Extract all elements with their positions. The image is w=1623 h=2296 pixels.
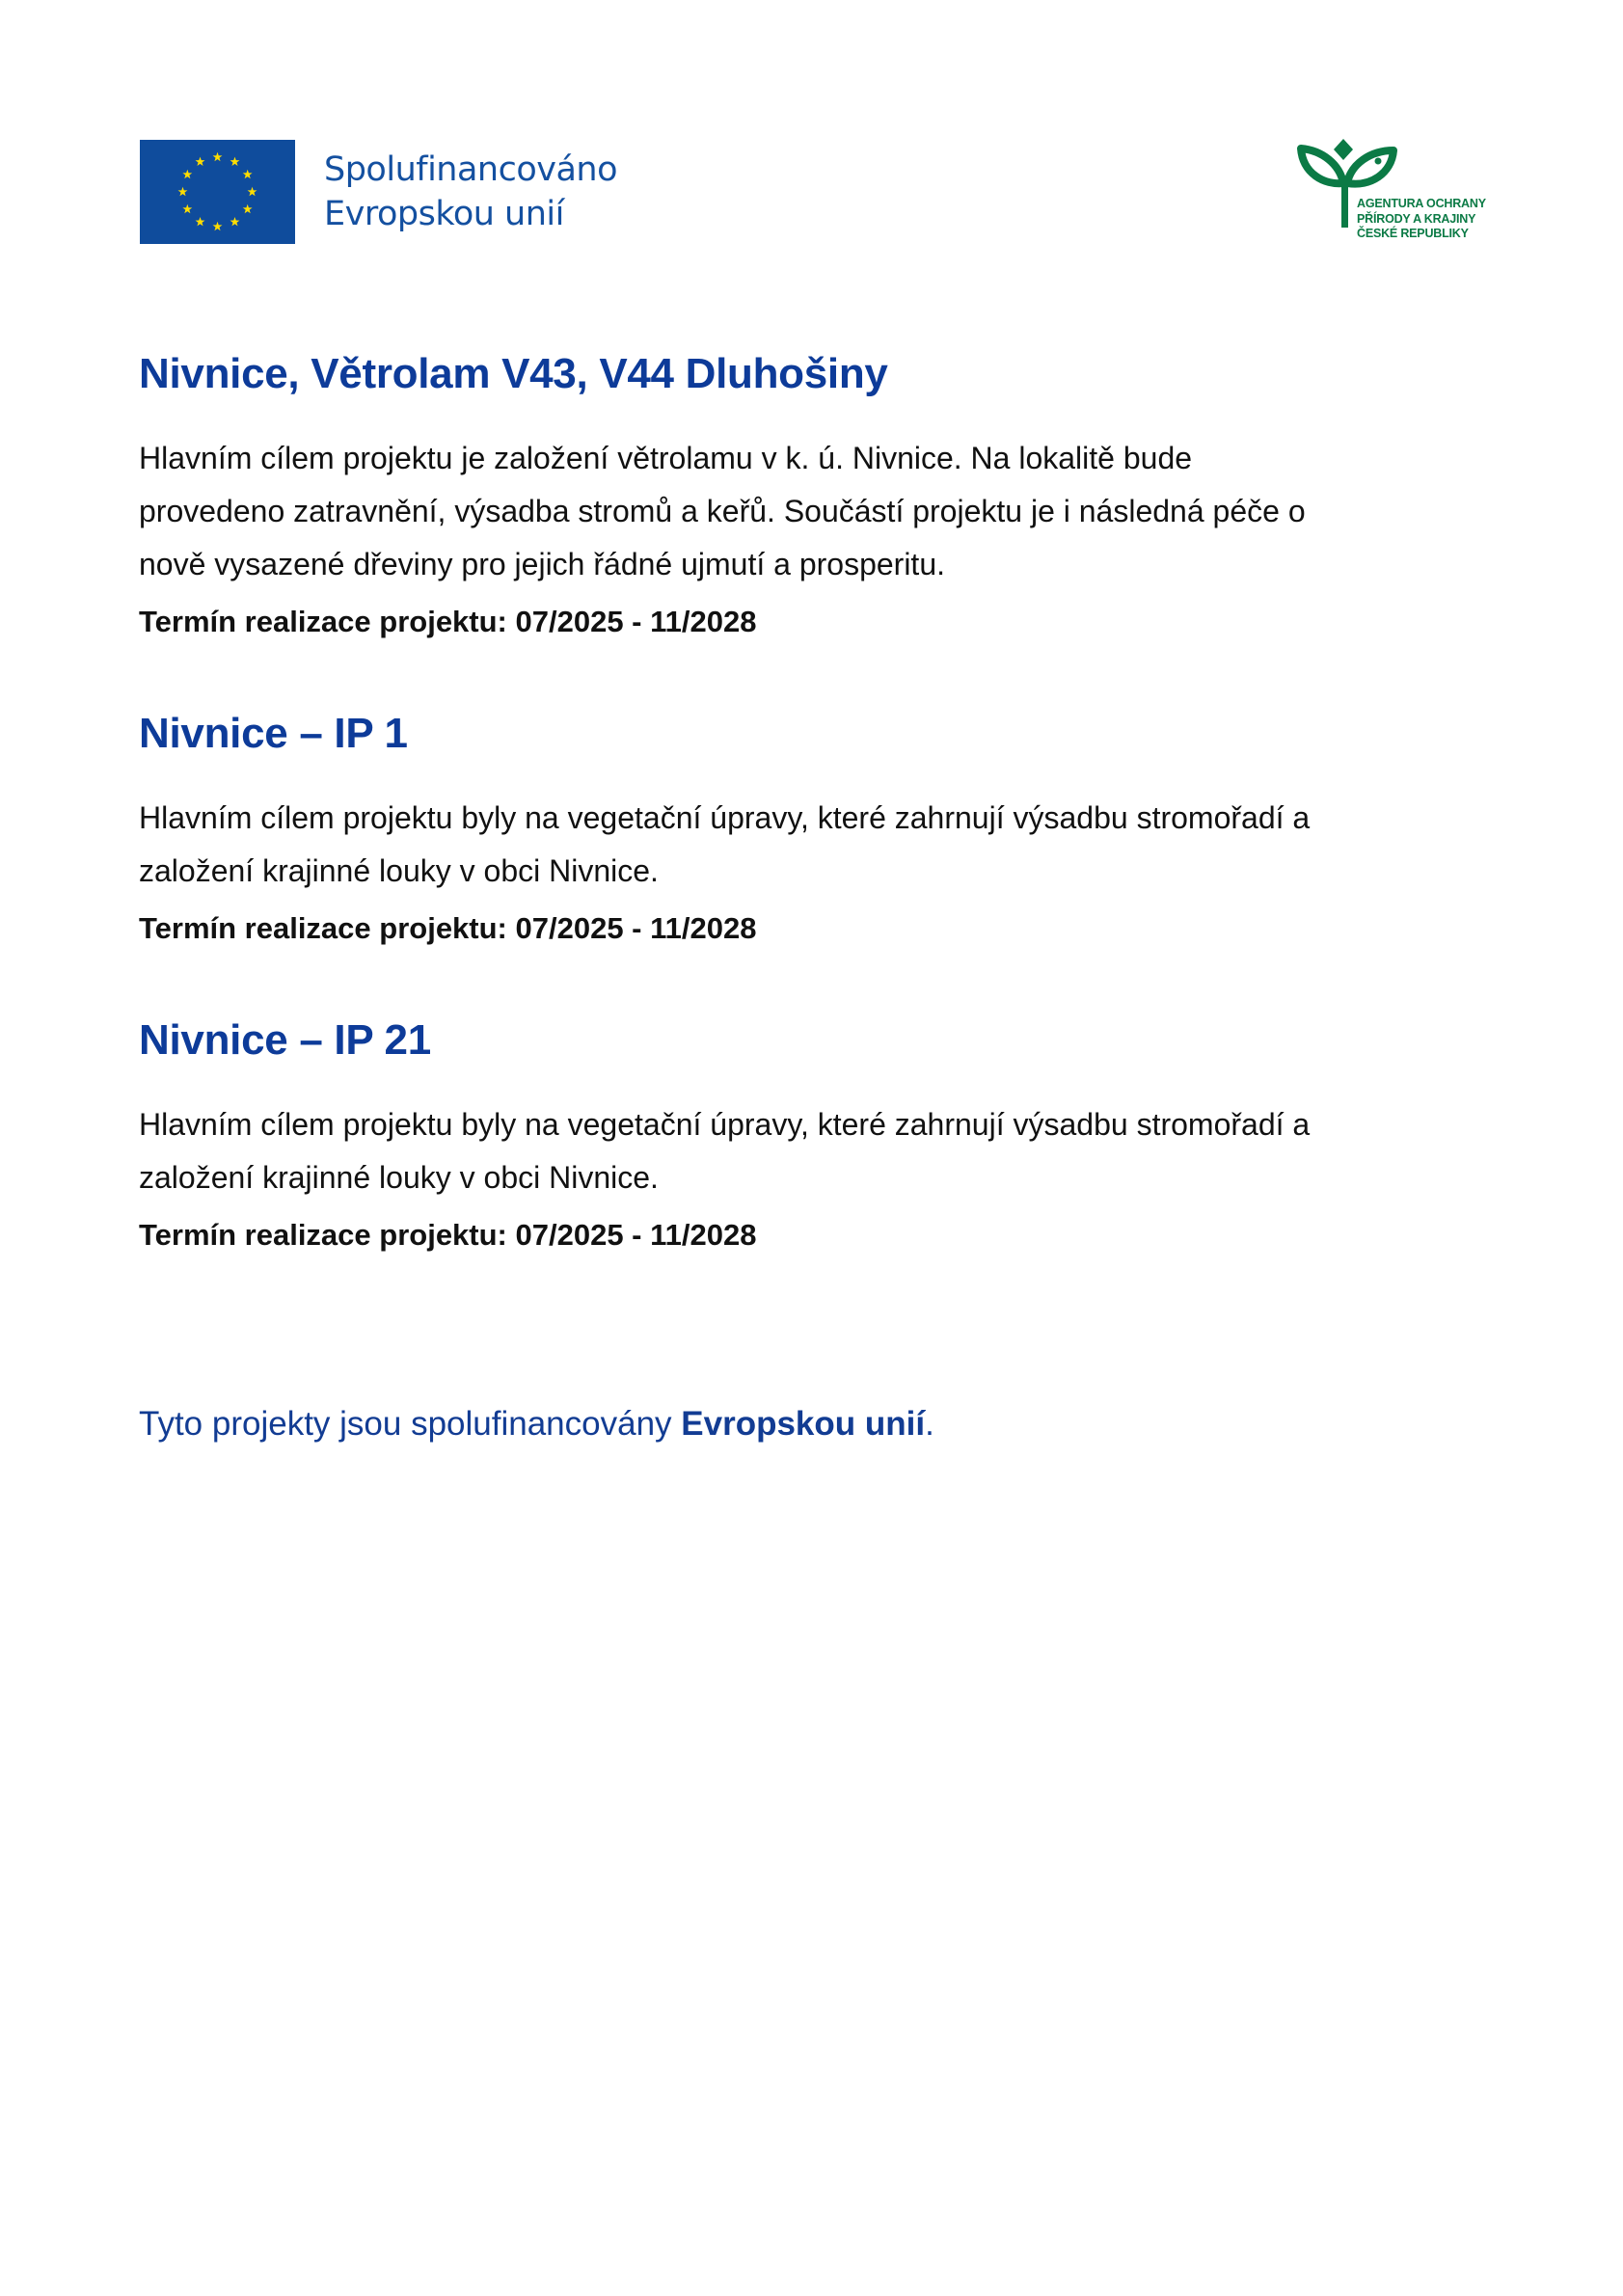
eu-star-icon [178, 187, 188, 196]
eu-star-icon [230, 217, 240, 226]
aopk-logo-line2: PŘÍRODY A KRAJINY [1357, 211, 1476, 226]
project-description [139, 792, 1489, 898]
eu-star-icon [248, 187, 257, 196]
project-title: Nivnice, Větrolam V43, V44 Dluhošiny [139, 350, 888, 397]
project-title: Nivnice – IP 21 [139, 1016, 431, 1064]
project-term: Termín realizace projektu: 07/2025 - 11/2028 [139, 605, 757, 638]
eu-star-icon [213, 152, 223, 161]
project-term: Termín realizace projektu: 07/2025 - 11/2028 [139, 911, 757, 945]
eu-logo-text [324, 148, 617, 236]
eu-star-icon [196, 217, 205, 226]
project-description-line: Hlavním cílem projektu byly na vegetační úpravy, které zahrnují výsadbu stromořadí a [139, 800, 1311, 835]
project-description-line: Hlavním cílem projektu je založení větrolamu v k. ú. Nivnice. Na lokalitě bude [139, 441, 1193, 475]
project-term: Termín realizace projektu: 07/2025 - 11/2028 [139, 1218, 757, 1252]
eu-star-icon [243, 204, 253, 213]
project-section [139, 1012, 1489, 1255]
cofunding-note [139, 1402, 934, 1446]
cofunding-note-bold: Evropskou unií [681, 1405, 926, 1443]
eu-cofunding-logo [140, 140, 617, 244]
eu-logo-line1: Spolufinancováno [324, 150, 618, 189]
cofunding-note-suffix: . [925, 1405, 934, 1443]
project-description-line: Hlavním cílem projektu byly na vegetační úpravy, které zahrnují výsadbu stromořadí a [139, 1107, 1311, 1142]
project-description-line: založení krajinné louky v obci Nivnice. [139, 853, 659, 888]
project-description-line: provedeno zatravnění, výsadba stromů a keřů. Součástí projektu je i následná péče o [139, 494, 1306, 528]
aopk-logo [1297, 135, 1509, 251]
project-title: Nivnice – IP 1 [139, 710, 408, 757]
aopk-logo-line3: ČESKÉ REPUBLIKY [1357, 227, 1469, 240]
eu-flag-stars [140, 140, 295, 244]
eu-star-icon [182, 204, 192, 213]
eu-star-icon [196, 157, 205, 166]
project-section [139, 705, 1489, 948]
aopk-logo-text [1357, 197, 1486, 242]
project-section [139, 345, 1489, 641]
eu-flag-icon [140, 140, 295, 244]
cofunding-note-prefix: Tyto projekty jsou spolufinancovány [139, 1405, 682, 1443]
project-description [139, 1098, 1489, 1204]
eu-star-icon [182, 170, 192, 178]
project-description-line: nově vysazené dřeviny pro jejich řádné ujmutí a prosperitu. [139, 547, 945, 581]
eu-star-icon [213, 222, 223, 230]
eu-star-icon [230, 157, 240, 166]
eu-star-icon [243, 170, 253, 178]
projects-list [139, 345, 1489, 1255]
eu-logo-line2: Evropskou unií [324, 195, 564, 233]
project-description-line: založení krajinné louky v obci Nivnice. [139, 1160, 659, 1195]
aopk-logo-line1: AGENTURA OCHRANY [1357, 197, 1486, 210]
project-description [139, 432, 1489, 591]
